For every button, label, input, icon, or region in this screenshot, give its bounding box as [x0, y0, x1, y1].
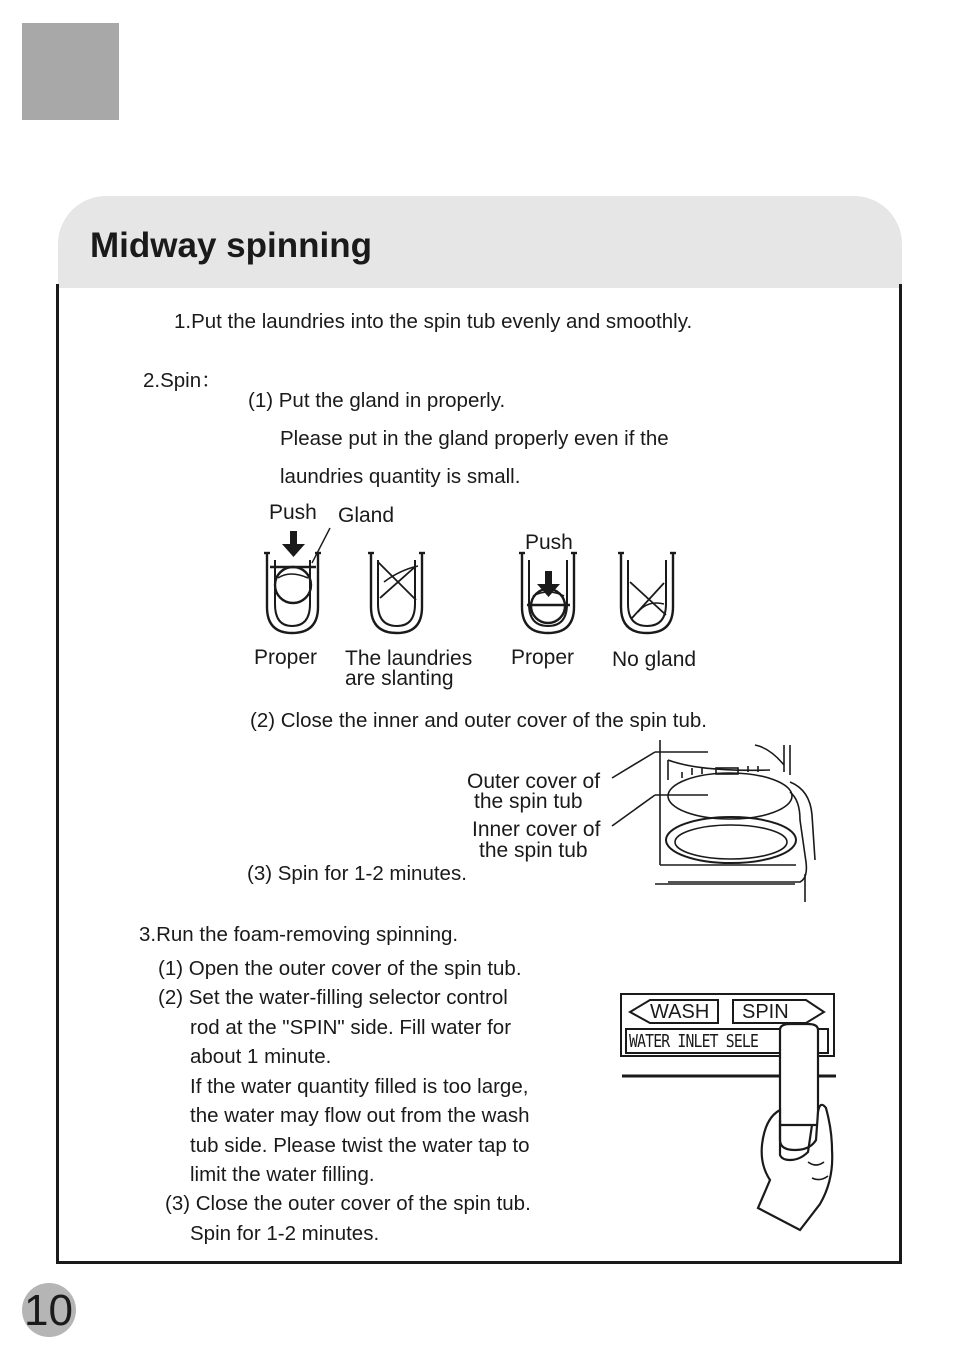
- caption-slanting-line2: are slanting: [345, 667, 454, 690]
- step-3-sub2-line5: the water may flow out from the wash: [190, 1104, 530, 1127]
- water-inlet-selector-text: WATER INLET SELE: [629, 1031, 759, 1052]
- step-2-heading: 2.Spin：: [143, 369, 222, 392]
- caption-proper-1: Proper: [254, 646, 318, 669]
- spin-label: SPIN: [742, 1001, 789, 1023]
- step-3-sub3-line2: Spin for 1-2 minutes.: [190, 1222, 380, 1245]
- page-title: Midway spinning: [90, 226, 372, 265]
- step-3-sub2-line7: limit the water filling.: [190, 1163, 375, 1186]
- step-2-sub2: (2) Close the inner and outer cover of the spin tub.: [250, 709, 707, 732]
- outer-cover-label-line2: the spin tub: [474, 790, 583, 813]
- caption-proper-2: Proper: [511, 646, 575, 669]
- step-2-sub3: (3) Spin for 1-2 minutes.: [247, 862, 467, 885]
- inner-cover-label-line1: Inner cover of: [472, 818, 601, 841]
- step-3-sub2-line2: rod at the "SPIN" side. Fill water for: [190, 1016, 512, 1039]
- step-3-sub3-line1: (3) Close the outer cover of the spin tub.: [165, 1192, 531, 1215]
- step-2-sub1-line1: Please put in the gland properly even if the: [280, 427, 669, 450]
- step-2-sub1-line2: laundries quantity is small.: [280, 465, 521, 488]
- page-number: [22, 1283, 76, 1337]
- push-label-1: Push: [269, 501, 317, 524]
- step-3-heading: 3.Run the foam-removing spinning.: [139, 923, 459, 946]
- caption-no-gland: No gland: [612, 648, 697, 671]
- selector-rod: [780, 1024, 818, 1125]
- step-2-sub1-title: (1) Put the gland in properly.: [248, 389, 506, 412]
- step-3-sub2-line1: (2) Set the water-filling selector control: [158, 986, 508, 1009]
- caption-slanting-line1: The laundries: [345, 647, 473, 670]
- inner-cover-label-line2: the spin tub: [479, 839, 588, 862]
- step-3-sub2-line3: about 1 minute.: [190, 1045, 332, 1068]
- page-number-text: 10: [24, 1286, 73, 1335]
- wash-label: WASH: [650, 1001, 710, 1023]
- step-1-text: 1.Put the laundries into the spin tub evenly and smoothly.: [174, 310, 693, 333]
- push-label-2: Push: [525, 531, 573, 554]
- step-3-sub1: (1) Open the outer cover of the spin tub.: [158, 957, 522, 980]
- step-3-sub2-line4: If the water quantity filled is too large,: [190, 1075, 529, 1098]
- gland-label: Gland: [338, 504, 395, 527]
- step-3-sub2-line6: tub side. Please twist the water tap to: [190, 1134, 530, 1157]
- outer-cover-label-line1: Outer cover of: [467, 770, 601, 793]
